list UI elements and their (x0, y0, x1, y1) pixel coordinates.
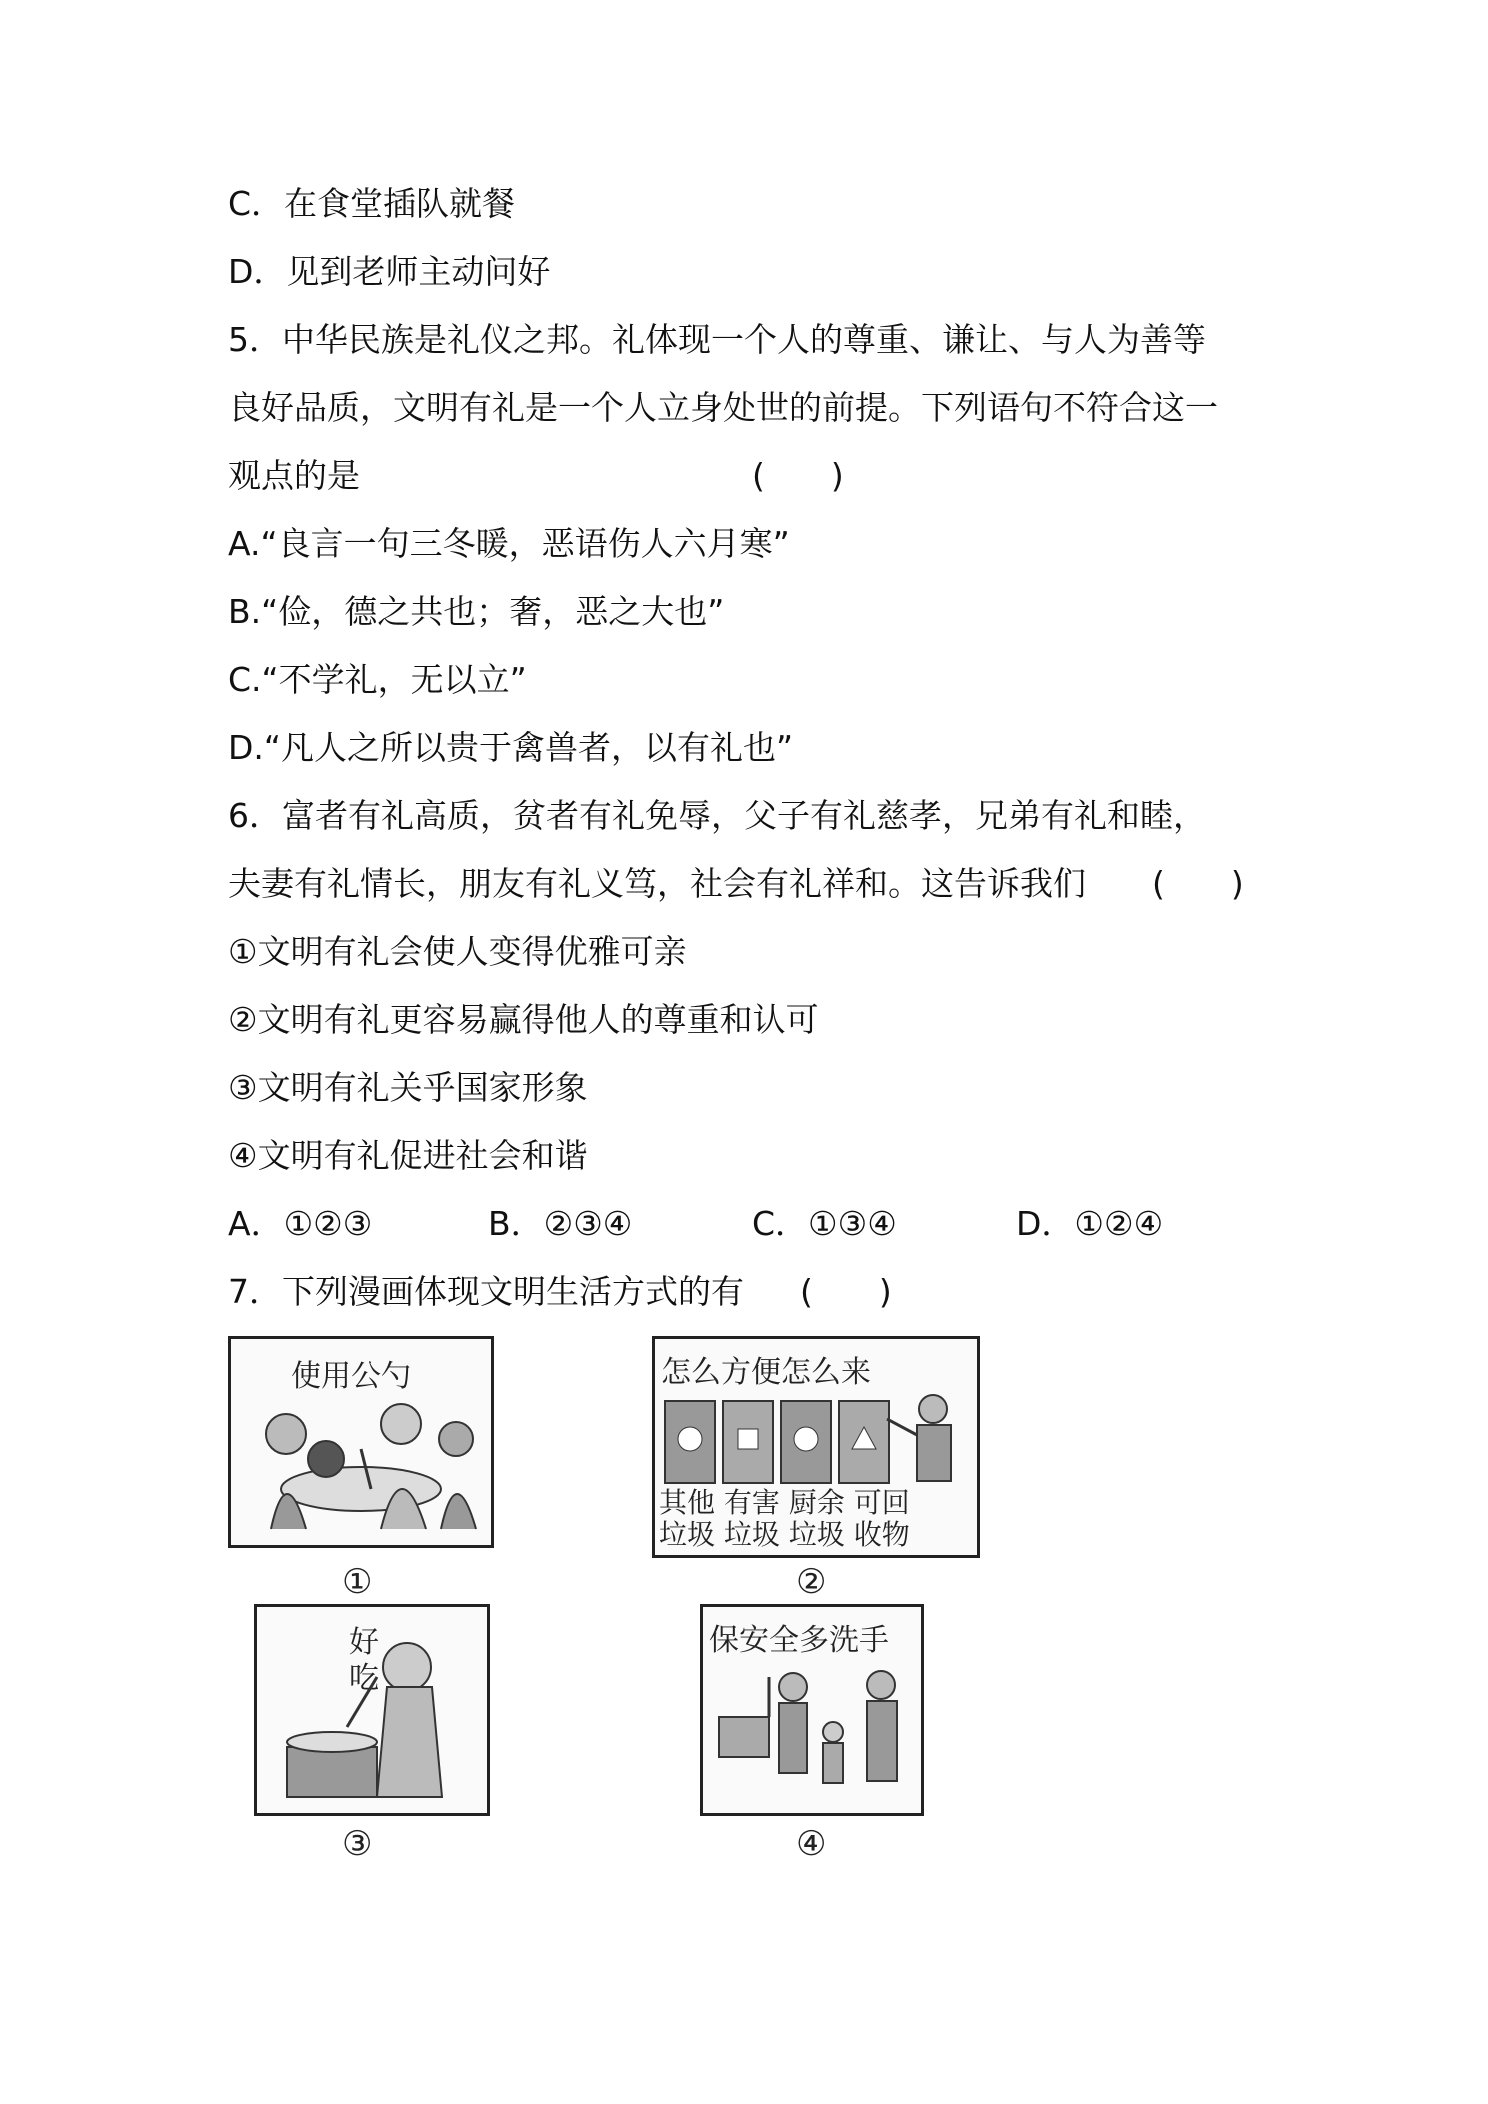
q5-option-d: D.“凡人之所以贵于禽兽者，以有礼也” (228, 728, 794, 767)
comic-3-title-line1: 好 (349, 1625, 379, 1660)
comic-1-number: ① (342, 1562, 373, 1602)
q5-option-a: A.“良言一句三冬暖，恶语伤人六月寒” (228, 524, 790, 563)
q6-option-c: C．①③④ (752, 1204, 897, 1243)
q6-option-b: B．②③④ (488, 1204, 633, 1243)
comic-4-handwashing-illustration (703, 1607, 921, 1813)
comic-4-title: 保安全多洗手 (709, 1623, 889, 1658)
q6-item-2: ②文明有礼更容易赢得他人的尊重和认可 (228, 1000, 819, 1039)
q6-item-1: ①文明有礼会使人变得优雅可亲 (228, 932, 687, 971)
q6-answer-paren: ( ) (1152, 864, 1244, 903)
comic-4-panel (700, 1604, 924, 1816)
comic-3-title-line2: 吃 (349, 1661, 379, 1696)
comic-2-bin-labels-row2: 垃圾 垃圾 垃圾 收物 (659, 1518, 910, 1551)
comic-3-number: ③ (342, 1824, 373, 1864)
comic-1-title: 使用公勺 (291, 1359, 411, 1394)
comic-2-number: ② (796, 1562, 827, 1602)
q6-option-a: A．①②③ (228, 1204, 373, 1243)
comic-2-bin-labels-row1: 其他 有害 厨余 可回 (659, 1486, 910, 1519)
q5-stem-line2: 良好品质，文明有礼是一个人立身处世的前提。下列语句不符合这一 (228, 388, 1218, 427)
comic-3-eating-illustration (257, 1607, 487, 1813)
comic-3-panel (254, 1604, 490, 1816)
q6-item-4: ④文明有礼促进社会和谐 (228, 1136, 588, 1175)
comic-2-title: 怎么方便怎么来 (661, 1355, 871, 1390)
comic-2-panel (652, 1336, 980, 1558)
comic-1-panel (228, 1336, 494, 1548)
q5-stem-line1: 5．中华民族是礼仪之邦。礼体现一个人的尊重、谦让、与人为善等 (228, 320, 1206, 359)
q6-item-3: ③文明有礼关乎国家形象 (228, 1068, 588, 1107)
q5-option-b: B.“俭，德之共也；奢，恶之大也” (228, 592, 725, 631)
q4-option-d: D．见到老师主动问好 (228, 252, 551, 291)
q6-option-d: D．①②④ (1016, 1204, 1164, 1243)
q5-stem-line3: 观点的是 (228, 456, 360, 495)
q5-answer-paren: ( ) (752, 456, 844, 495)
q6-stem-line1: 6．富者有礼高质，贫者有礼免辱，父子有礼慈孝，兄弟有礼和睦， (228, 796, 1206, 835)
comic-1-family-dinner-illustration (231, 1339, 491, 1545)
q7-answer-paren: ( ) (800, 1272, 892, 1311)
q4-option-c: C．在食堂插队就餐 (228, 184, 516, 223)
q5-option-c: C.“不学礼，无以立” (228, 660, 527, 699)
q7-stem: 7．下列漫画体现文明生活方式的有 (228, 1272, 744, 1311)
comic-4-number: ④ (796, 1824, 827, 1864)
q6-stem-line2: 夫妻有礼情长，朋友有礼义笃，社会有礼祥和。这告诉我们 (228, 864, 1086, 903)
